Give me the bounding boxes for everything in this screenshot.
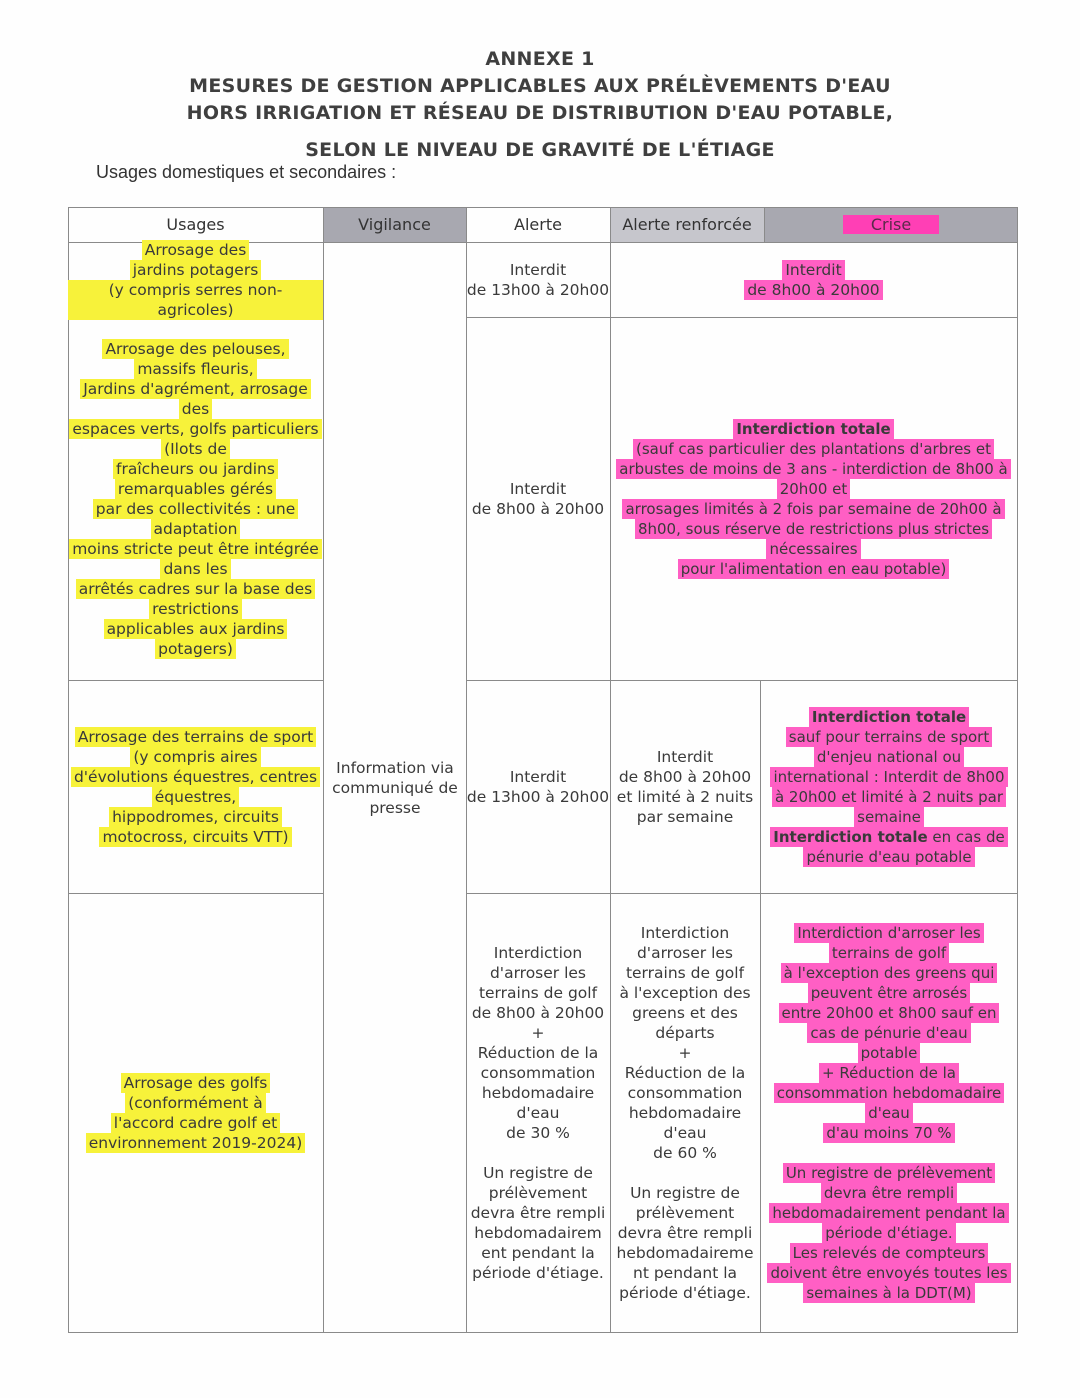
row1-usage-cell <box>68 243 323 317</box>
header-vigilance: Vigilance <box>323 207 466 242</box>
row4-alerte-text: d'eau <box>516 1104 560 1122</box>
row1-renforcee-crise-cell <box>610 243 1017 317</box>
row4-crise-text: + Réduction de la <box>819 1063 959 1083</box>
row4-crise-text: d'au moins 70 % <box>823 1123 954 1143</box>
row3-usage-cell <box>68 681 323 893</box>
row4-alerte-text: hebdomadairem <box>474 1224 602 1242</box>
row4-renforcee-text: Un registre de <box>630 1184 740 1202</box>
row4-crise-text: cas de pénurie d'eau <box>807 1023 970 1043</box>
grid-line <box>68 1332 1018 1333</box>
row4-alerte-text: période d'étiage. <box>472 1264 604 1282</box>
row2-usage-text: potagers) <box>155 639 236 659</box>
row3-renforcee-text: Interdit <box>656 748 714 766</box>
row3-crise-text: international : Interdit de 8h00 <box>770 767 1007 787</box>
row4-crise-text: entre 20h00 et 8h00 sauf en <box>779 1003 1000 1023</box>
title-line-3: HORS IRRIGATION ET RÉSEAU DE DISTRIBUTION D'EAU POTABLE, <box>186 102 894 124</box>
row3-usage-text: d'évolutions équestres, centres <box>71 767 320 787</box>
header-usages: Usages <box>166 215 225 234</box>
row2-crise-text: nécessaires <box>766 539 860 559</box>
header-alerte: Alerte <box>514 215 562 234</box>
row2-crise-text: 8h00, sous réserve de restrictions plus strictes <box>635 519 992 539</box>
measures-table <box>68 207 1018 1333</box>
title-block <box>0 46 1080 164</box>
row2-usage-text: applicables aux jardins <box>104 619 288 639</box>
row2-usage-text: adaptation <box>151 519 241 539</box>
row3-usage-text: (y compris aires <box>130 747 260 767</box>
row4-crise-text: terrains de golf <box>829 943 949 963</box>
grid-line <box>1017 207 1018 1333</box>
row4-usage-cell <box>68 894 323 1332</box>
row3-crise-cell <box>761 681 1017 893</box>
row3-crise-line <box>770 827 1007 847</box>
row4-renforcee-text: d'arroser les <box>636 944 734 962</box>
row2-usage-text: remarquables gérés <box>115 479 276 499</box>
row3-crise-text: semaine <box>854 807 924 827</box>
row3-usage-text: hippodromes, circuits <box>109 807 282 827</box>
row1-alerte-cell <box>466 243 610 317</box>
row4-renforcee-text: + <box>678 1044 692 1062</box>
row4-usage-text: Arrosage des golfs <box>121 1073 271 1093</box>
row4-renforcee-text: greens et des <box>632 1004 738 1022</box>
title-line-1: ANNEXE 1 <box>485 48 595 70</box>
header-alerte-renforcee: Alerte renforcée <box>610 207 764 242</box>
row4-alerte-text: Un registre de <box>483 1164 593 1182</box>
row2-usage-text: moins stricte peut être intégrée <box>69 539 322 559</box>
row2-renforcee-crise-cell <box>610 318 1017 680</box>
row4-renforcee-text: terrains de golf <box>625 964 745 982</box>
row4-alerte-text: d'arroser les <box>489 964 587 982</box>
row2-crise-text: (sauf cas particulier des plantations d'arbres et <box>633 439 994 459</box>
row2-usage-text: Arrosage des pelouses, <box>102 339 288 359</box>
row4-crise-text: hebdomadairement pendant la <box>769 1203 1008 1223</box>
row3-crise-bold: Interdiction totale <box>773 828 928 846</box>
row3-crise-text: sauf pour terrains de sport <box>786 727 992 747</box>
row4-crise-text: d'eau <box>865 1103 913 1123</box>
row4-crise-text: Les relevés de compteurs <box>790 1243 989 1263</box>
row4-crise-text: semaines à la DDT(M) <box>803 1283 974 1303</box>
row2-usage-text: restrictions <box>149 599 242 619</box>
row2-usage-cell <box>68 318 323 680</box>
row2-alerte-text: de 8h00 à 20h00 <box>471 500 605 518</box>
row3-crise-text: d'enjeu national ou <box>814 747 964 767</box>
row4-renforcee-text: période d'étiage. <box>619 1284 751 1302</box>
row4-usage-text: l'accord cadre golf et <box>111 1113 280 1133</box>
row2-usage-text: massifs fleuris, <box>134 359 256 379</box>
row4-renforcee-text: nt pendant la <box>633 1264 737 1282</box>
row4-renforcee-cell <box>610 894 760 1332</box>
row2-usage-text: dans les <box>160 559 230 579</box>
title-line-2: MESURES DE GESTION APPLICABLES AUX PRÉLÈVEMENTS D'EAU <box>189 75 891 97</box>
row3-usage-text: Arrosage des terrains de sport <box>75 727 316 747</box>
row3-crise-text: en cas de <box>927 828 1005 846</box>
row4-renforcee-text: départs <box>655 1024 715 1042</box>
row3-renforcee-text: par semaine <box>636 808 734 826</box>
vigilance-text: Information via <box>336 758 454 777</box>
row4-crise-text: consommation hebdomadaire <box>774 1083 1005 1103</box>
row4-alerte-text: Interdiction <box>493 944 583 962</box>
grid-line <box>68 207 1018 208</box>
row4-alerte-text: ent pendant la <box>481 1244 595 1262</box>
header-crise: Crise <box>843 215 939 234</box>
row2-crise-text: pour l'alimentation en eau potable) <box>678 559 950 579</box>
row2-crise-text: arbustes de moins de 3 ans - interdiction de 8h00 à <box>616 459 1011 479</box>
row4-usage-text: (conformément à <box>125 1093 266 1113</box>
title-line-4: SELON LE NIVEAU DE GRAVITÉ DE L'ÉTIAGE <box>305 139 775 161</box>
row4-crise-text: Interdiction d'arroser les <box>794 923 983 943</box>
row3-crise-bold: Interdiction totale <box>809 707 969 727</box>
row1-crise-text: de 8h00 à 20h00 <box>744 280 882 300</box>
row4-alerte-text: devra être rempli <box>470 1204 606 1222</box>
row2-usage-text: fraîcheurs ou jardins <box>113 459 278 479</box>
row4-renforcee-text: de 60 % <box>653 1144 717 1162</box>
row4-alerte-text: + <box>531 1024 545 1042</box>
row4-renforcee-text: devra être rempli <box>617 1224 753 1242</box>
row4-crise-text: doivent être envoyés toutes les <box>767 1263 1010 1283</box>
row1-alerte-text: de 13h00 à 20h00 <box>466 281 610 299</box>
row1-alerte-text: Interdit <box>509 261 567 279</box>
row3-usage-text: équestres, <box>152 787 239 807</box>
row4-alerte-text: de 30 % <box>506 1124 570 1142</box>
row4-renforcee-text: Réduction de la <box>624 1064 746 1082</box>
row1-crise-text: Interdit <box>782 260 844 280</box>
row4-renforcee-text: hebdomadaireme <box>616 1244 754 1262</box>
row4-alerte-text: prélèvement <box>488 1184 588 1202</box>
row3-alerte-text: Interdit <box>509 768 567 786</box>
row2-crise-bold: Interdiction totale <box>733 419 893 439</box>
row4-renforcee-text: Interdiction <box>640 924 730 942</box>
row3-renforcee-cell <box>610 681 760 893</box>
row4-alerte-text: terrains de golf <box>478 984 598 1002</box>
row4-crise-text: Un registre de prélèvement <box>783 1163 995 1183</box>
row4-crise-text: potable <box>858 1043 921 1063</box>
row4-alerte-text: consommation <box>480 1064 596 1082</box>
row4-alerte-cell <box>466 894 610 1332</box>
row2-usage-text: arrêtés cadres sur la base des <box>76 579 315 599</box>
row4-alerte-text: Réduction de la <box>477 1044 599 1062</box>
row2-alerte-text: Interdit <box>509 480 567 498</box>
row3-crise-text: à 20h00 et limité à 2 nuits par <box>772 787 1006 807</box>
row3-renforcee-text: et limité à 2 nuits <box>616 788 754 806</box>
row4-crise-text: période d'étiage. <box>822 1223 955 1243</box>
row4-renforcee-text: à l'exception des <box>619 984 751 1002</box>
vigilance-text: presse <box>369 798 421 817</box>
vigilance-cell <box>324 243 466 1332</box>
row3-renforcee-text: de 8h00 à 20h00 <box>618 768 752 786</box>
row4-alerte-text: de 8h00 à 20h00 <box>471 1004 605 1022</box>
header-crise-cell <box>764 207 1018 242</box>
grid-line <box>764 207 765 243</box>
row3-alerte-cell <box>466 681 610 893</box>
row4-renforcee-text: hebdomadaire <box>628 1104 742 1122</box>
row1-usage-text: Arrosage des <box>142 240 250 260</box>
row4-crise-text: peuvent être arrosés <box>808 983 970 1003</box>
row2-usage-text: espaces verts, golfs particuliers <box>69 419 321 439</box>
row3-alerte-text: de 13h00 à 20h00 <box>466 788 610 806</box>
row2-usage-text: par des collectivités : une <box>93 499 299 519</box>
row2-usage-text: (Ilots de <box>161 439 230 459</box>
row3-usage-text: motocross, circuits VTT) <box>99 827 291 847</box>
row4-crise-text: à l'exception des greens qui <box>781 963 998 983</box>
row4-renforcee-text: d'eau <box>663 1124 707 1142</box>
row2-crise-text: arrosages limités à 2 fois par semaine de 20h00 à <box>622 499 1004 519</box>
row3-crise-text: pénurie d'eau potable <box>803 847 974 867</box>
row2-usage-text: des <box>179 399 212 419</box>
subtitle: Usages domestiques et secondaires : <box>96 162 397 182</box>
row4-renforcee-text: prélèvement <box>635 1204 735 1222</box>
row4-usage-text: environnement 2019-2024) <box>86 1133 306 1153</box>
row4-crise-text: devra être rempli <box>821 1183 957 1203</box>
row2-usage-text: Jardins d'agrément, arrosage <box>80 379 311 399</box>
row4-renforcee-text: consommation <box>627 1084 743 1102</box>
row4-alerte-text: hebdomadaire <box>481 1084 595 1102</box>
row4-crise-cell <box>761 894 1017 1332</box>
vigilance-text: communiqué de <box>332 778 458 797</box>
row1-usage-text: (y compris serres non-agricoles) <box>68 280 323 320</box>
row2-crise-text: 20h00 et <box>777 479 851 499</box>
row1-usage-text: jardins potagers <box>130 260 262 280</box>
row2-alerte-cell <box>466 318 610 680</box>
